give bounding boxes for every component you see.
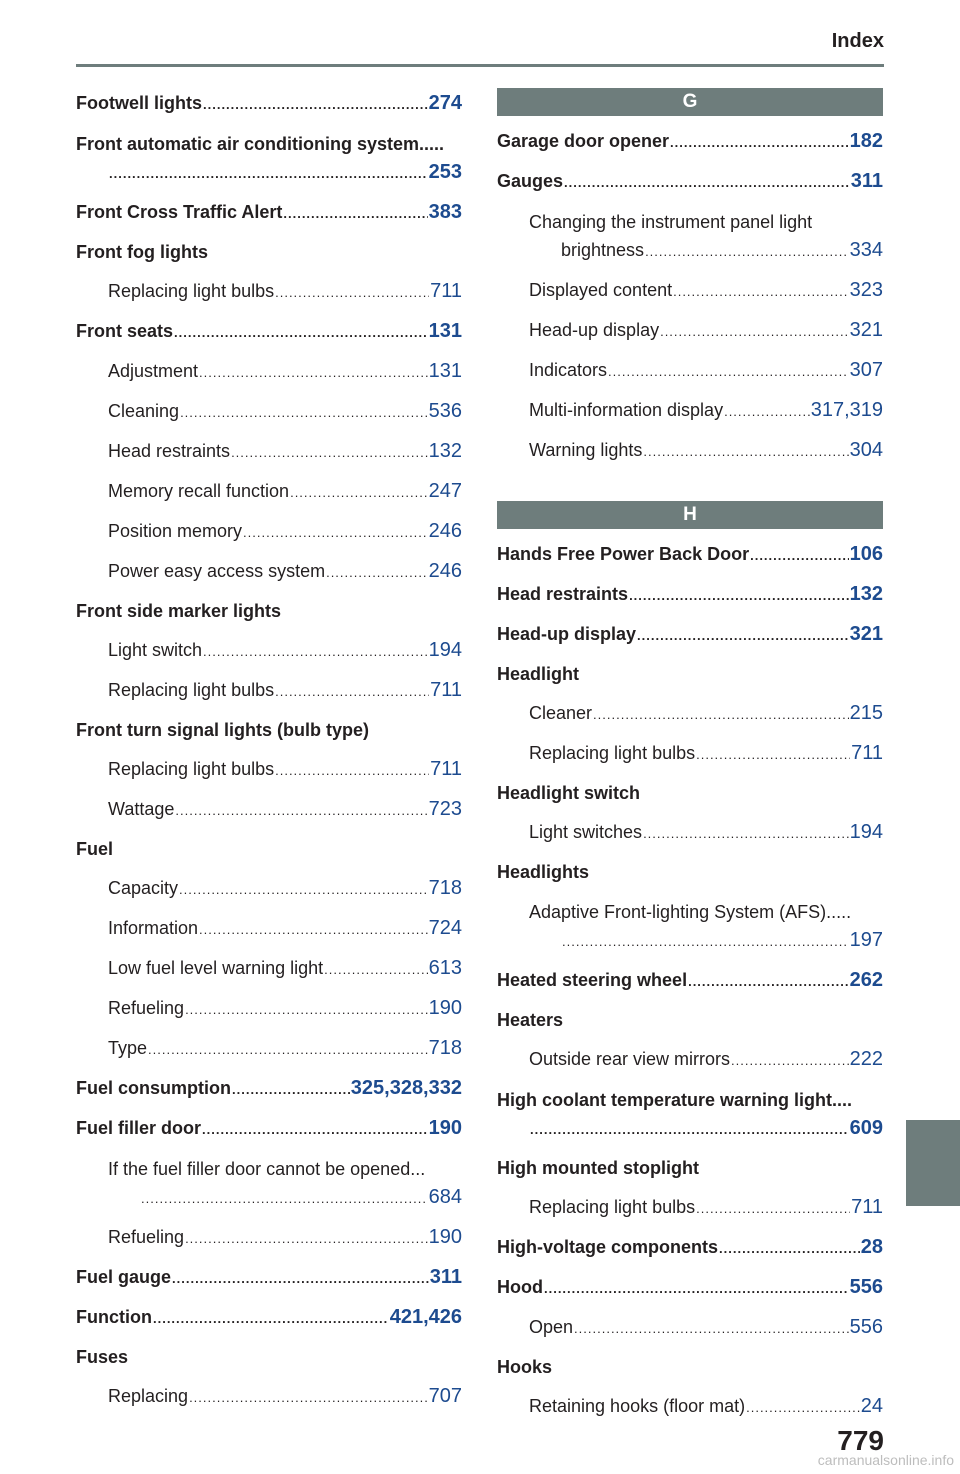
page-reference-link[interactable]: 311 xyxy=(850,170,883,192)
entry-label: Changing the instrument panel light xyxy=(529,212,813,232)
leader-dots xyxy=(731,1041,849,1080)
leader-dots xyxy=(530,1116,849,1144)
index-entry xyxy=(76,1338,462,1377)
entry-label: Heated steering wheel xyxy=(497,970,688,990)
leader-dots xyxy=(608,352,849,391)
leader-dots xyxy=(243,513,428,552)
index-entry xyxy=(76,830,462,869)
entry-label: High-voltage components xyxy=(497,1237,719,1257)
index-entry xyxy=(497,1149,883,1188)
entry-label: Light switch xyxy=(108,640,203,660)
entry-label: High coolant temperature warning light.... xyxy=(497,1090,853,1110)
entry-label: Front seats xyxy=(76,321,174,341)
page-reference-link[interactable]: 723 xyxy=(428,798,462,820)
leader-dots xyxy=(109,160,428,188)
index-entry[interactable] xyxy=(497,202,883,271)
index-subentry[interactable] xyxy=(76,671,462,711)
header-divider xyxy=(76,64,884,67)
entry-label: Cleaning xyxy=(108,401,180,421)
entry-label: Type xyxy=(108,1038,148,1058)
entry-label: Fuses xyxy=(76,1347,129,1367)
index-entry[interactable] xyxy=(497,122,883,162)
leader-dots xyxy=(645,238,849,266)
entry-label: Head restraints xyxy=(497,584,629,604)
leader-dots xyxy=(202,1110,428,1149)
page-reference-link[interactable]: 194 xyxy=(428,639,462,661)
leader-dots xyxy=(660,312,849,351)
leader-dots xyxy=(562,928,849,956)
entry-label: Head restraints xyxy=(108,441,231,461)
entry-label: Fuel consumption xyxy=(76,1078,231,1098)
leader-dots xyxy=(153,1299,389,1338)
leader-dots xyxy=(203,85,428,124)
entry-label: Replacing light bulbs xyxy=(529,743,696,763)
index-entry[interactable] xyxy=(76,84,462,124)
index-entry[interactable] xyxy=(76,312,462,352)
page-reference-link[interactable]: 190 xyxy=(428,1117,462,1139)
leader-dots xyxy=(593,695,849,734)
leader-dots xyxy=(275,672,429,711)
leader-dots xyxy=(629,576,849,615)
index-subentry[interactable] xyxy=(497,1387,883,1427)
page-reference-link[interactable]: 246 xyxy=(428,520,462,542)
index-subentry[interactable] xyxy=(497,813,883,853)
entry-label: Indicators xyxy=(529,360,608,380)
leader-dots xyxy=(231,433,428,472)
entry-continuation xyxy=(529,926,883,956)
entry-label: Multi-information display xyxy=(529,400,724,420)
section-tab xyxy=(906,1120,960,1206)
page-reference-link[interactable]: 718 xyxy=(428,877,462,899)
page-reference-link[interactable]: 317,319 xyxy=(810,399,883,421)
entry-label: Refueling xyxy=(108,1227,185,1247)
entry-label: Fuel gauge xyxy=(76,1267,172,1287)
index-entry[interactable] xyxy=(497,1228,883,1268)
entry-label: Front fog lights xyxy=(76,242,208,262)
page-reference-link[interactable]: 215 xyxy=(849,702,883,724)
index-subentry[interactable] xyxy=(76,949,462,989)
index-subentry[interactable] xyxy=(76,432,462,472)
page-reference-link[interactable]: 383 xyxy=(428,201,462,223)
index-subentry[interactable] xyxy=(497,734,883,774)
section-spacer xyxy=(497,471,883,497)
entry-continuation xyxy=(497,1114,883,1144)
page-reference-link[interactable]: 711 xyxy=(851,742,883,764)
index-subentry[interactable] xyxy=(76,1377,462,1417)
page-reference-link[interactable]: 609 xyxy=(849,1117,883,1139)
entry-label: Displayed content xyxy=(529,280,673,300)
entry-label: Front Cross Traffic Alert xyxy=(76,202,283,222)
page-reference-link[interactable]: 307 xyxy=(849,359,883,381)
leader-dots xyxy=(643,814,849,853)
entry-continuation xyxy=(529,236,883,266)
page-reference-link[interactable]: 182 xyxy=(849,130,883,152)
leader-dots xyxy=(746,1388,860,1427)
leader-dots xyxy=(574,1309,849,1348)
index-subentry[interactable] xyxy=(497,391,883,431)
index-entry[interactable] xyxy=(76,124,462,193)
index-subentry[interactable] xyxy=(76,909,462,949)
entry-label: Headlight xyxy=(497,664,580,684)
entry-label: Replacing light bulbs xyxy=(108,281,275,301)
entry-label: Adjustment xyxy=(108,361,199,381)
index-subentry[interactable] xyxy=(76,790,462,830)
page-reference-link[interactable]: 707 xyxy=(428,1385,462,1407)
index-subentry[interactable] xyxy=(497,311,883,351)
index-entry[interactable] xyxy=(497,892,883,961)
leader-dots xyxy=(175,791,427,830)
index-subentry[interactable] xyxy=(497,1188,883,1228)
index-entry xyxy=(76,711,462,750)
entry-label: High mounted stoplight xyxy=(497,1158,699,1178)
index-entry xyxy=(497,1001,883,1040)
index-column-left xyxy=(76,84,462,1417)
entry-label: Retaining hooks (floor mat) xyxy=(529,1396,746,1416)
index-entry[interactable] xyxy=(497,535,883,575)
entry-label: Garage door opener xyxy=(497,131,670,151)
page-reference-link[interactable]: 613 xyxy=(428,957,462,979)
entry-label: Adaptive Front-lighting System (AFS)..... xyxy=(529,902,852,922)
entry-label: Heaters xyxy=(497,1010,564,1030)
page-reference-link[interactable]: 311 xyxy=(429,1266,462,1288)
leader-dots xyxy=(290,473,428,512)
entry-label: Warning lights xyxy=(529,440,643,460)
entry-label: Hooks xyxy=(497,1357,553,1377)
leader-dots xyxy=(696,735,850,774)
index-entry[interactable] xyxy=(497,615,883,655)
page-reference-link[interactable]: 190 xyxy=(428,997,462,1019)
page-reference-link[interactable]: 711 xyxy=(851,1196,883,1218)
index-subentry[interactable] xyxy=(497,271,883,311)
page-reference-link[interactable]: 304 xyxy=(849,439,883,461)
entry-label: If the fuel filler door cannot be opened... xyxy=(108,1159,426,1179)
leader-dots xyxy=(275,273,429,312)
index-entry[interactable] xyxy=(497,575,883,615)
index-column-right xyxy=(497,84,883,1427)
page-reference-link[interactable]: 131 xyxy=(428,320,462,342)
entry-label: Position memory xyxy=(108,521,243,541)
page-reference-link[interactable]: 197 xyxy=(849,929,883,951)
leader-dots xyxy=(203,632,428,671)
watermark: carmanualsonline.info xyxy=(817,1452,954,1468)
entry-continuation xyxy=(76,158,462,188)
leader-dots xyxy=(189,1378,428,1417)
index-subentry[interactable] xyxy=(497,431,883,471)
index-entry[interactable] xyxy=(76,1298,462,1338)
entry-label: Light switches xyxy=(529,822,643,842)
index-entry[interactable] xyxy=(497,1268,883,1308)
entry-label: Outside rear view mirrors xyxy=(529,1049,731,1069)
entry-label: Replacing light bulbs xyxy=(108,759,275,779)
page-reference-link[interactable]: 24 xyxy=(860,1395,883,1417)
entry-label: Headlights xyxy=(497,862,590,882)
entry-label: Cleaner xyxy=(529,703,593,723)
entry-label-continued: brightness xyxy=(561,240,645,260)
leader-dots xyxy=(283,194,427,233)
section-letter-header: G xyxy=(497,88,883,116)
entry-label: Front side marker lights xyxy=(76,601,282,621)
page-reference-link[interactable]: 718 xyxy=(428,1037,462,1059)
index-subentry[interactable] xyxy=(76,472,462,512)
page-reference-link[interactable]: 334 xyxy=(849,239,883,261)
entry-label: Front turn signal lights (bulb type) xyxy=(76,720,369,740)
page-reference-link[interactable]: 556 xyxy=(849,1316,883,1338)
page-reference-link[interactable]: 28 xyxy=(860,1236,883,1258)
index-entry xyxy=(76,592,462,631)
leader-dots xyxy=(179,870,428,909)
page-reference-link[interactable]: 711 xyxy=(430,758,462,780)
page-reference-link[interactable]: 321 xyxy=(849,623,883,645)
leader-dots xyxy=(172,1259,429,1298)
page-reference-link[interactable]: 724 xyxy=(428,917,462,939)
leader-dots xyxy=(185,990,428,1029)
entry-continuation xyxy=(108,1183,462,1213)
leader-dots xyxy=(174,313,428,352)
index-subentry[interactable] xyxy=(76,869,462,909)
entry-label: Footwell lights xyxy=(76,93,202,113)
index-entry xyxy=(497,655,883,694)
entry-label: Wattage xyxy=(108,799,175,819)
entry-label: Hands Free Power Back Door xyxy=(497,544,750,564)
index-entry[interactable] xyxy=(76,1258,462,1298)
entry-label: Hood xyxy=(497,1277,543,1297)
page-reference-link[interactable]: 106 xyxy=(849,543,883,565)
index-subentry[interactable] xyxy=(76,512,462,552)
entry-label: Fuel xyxy=(76,839,114,859)
index-entry xyxy=(497,853,883,892)
index-subentry[interactable] xyxy=(76,1029,462,1069)
page-reference-link[interactable]: 711 xyxy=(430,280,462,302)
index-entry[interactable] xyxy=(76,1149,462,1218)
page-reference-link[interactable]: 274 xyxy=(428,92,462,114)
index-entry[interactable] xyxy=(497,1080,883,1149)
page-reference-link[interactable]: 262 xyxy=(849,969,883,991)
entry-label: Open xyxy=(529,1317,574,1337)
page-reference-link[interactable]: 194 xyxy=(849,821,883,843)
page-header-title: Index xyxy=(831,30,884,52)
page-reference-link[interactable]: 684 xyxy=(428,1186,462,1208)
entry-label: Refueling xyxy=(108,998,185,1018)
index-subentry[interactable] xyxy=(76,1218,462,1258)
leader-dots xyxy=(148,1030,428,1069)
entry-label: Head-up display xyxy=(529,320,660,340)
page-reference-link[interactable]: 246 xyxy=(428,560,462,582)
page-reference-link[interactable]: 253 xyxy=(428,161,462,183)
leader-dots xyxy=(688,962,849,1001)
leader-dots xyxy=(275,751,429,790)
leader-dots xyxy=(724,392,810,431)
leader-dots xyxy=(185,1219,428,1258)
entry-label: Head-up display xyxy=(497,624,637,644)
leader-dots xyxy=(750,536,849,575)
index-entry[interactable] xyxy=(76,1109,462,1149)
section-letter-header: H xyxy=(497,501,883,529)
leader-dots xyxy=(180,393,428,432)
index-entry xyxy=(497,774,883,813)
entry-label: Low fuel level warning light xyxy=(108,958,324,978)
entry-label: Fuel filler door xyxy=(76,1118,202,1138)
page-reference-link[interactable]: 132 xyxy=(849,583,883,605)
index-entry xyxy=(497,1348,883,1387)
index-subentry[interactable] xyxy=(76,352,462,392)
index-subentry[interactable] xyxy=(497,1308,883,1348)
leader-dots xyxy=(670,123,849,162)
leader-dots xyxy=(199,353,428,392)
entry-label: Information xyxy=(108,918,199,938)
leader-dots xyxy=(324,950,428,989)
index-entry xyxy=(76,233,462,272)
page-reference-link[interactable]: 247 xyxy=(428,480,462,502)
entry-label: Headlight switch xyxy=(497,783,641,803)
page-reference-link[interactable]: 421,426 xyxy=(389,1306,462,1328)
leader-dots xyxy=(326,553,428,592)
leader-dots xyxy=(673,272,849,311)
index-subentry[interactable] xyxy=(76,989,462,1029)
leader-dots xyxy=(199,910,428,949)
entry-label: Replacing light bulbs xyxy=(529,1197,696,1217)
entry-label: Replacing xyxy=(108,1386,189,1406)
index-subentry[interactable] xyxy=(497,1040,883,1080)
index-subentry[interactable] xyxy=(76,272,462,312)
leader-dots xyxy=(141,1185,428,1213)
leader-dots xyxy=(637,616,849,655)
entry-label: Front automatic air conditioning system..... xyxy=(76,134,445,154)
page-number: 779 xyxy=(837,1425,884,1456)
entry-label: Capacity xyxy=(108,878,179,898)
index-subentry[interactable] xyxy=(76,631,462,671)
leader-dots xyxy=(232,1070,350,1109)
page-reference-link[interactable]: 190 xyxy=(428,1226,462,1248)
leader-dots xyxy=(564,163,850,202)
page-reference-link[interactable]: 323 xyxy=(849,279,883,301)
index-subentry[interactable] xyxy=(76,552,462,592)
index-subentry[interactable] xyxy=(497,351,883,391)
index-entry[interactable] xyxy=(76,193,462,233)
entry-label: Memory recall function xyxy=(108,481,290,501)
entry-label: Gauges xyxy=(497,171,564,191)
page-reference-link[interactable]: 132 xyxy=(428,440,462,462)
index-subentry[interactable] xyxy=(76,750,462,790)
entry-label: Replacing light bulbs xyxy=(108,680,275,700)
leader-dots xyxy=(643,432,848,471)
index-subentry[interactable] xyxy=(497,694,883,734)
page-reference-link[interactable]: 131 xyxy=(428,360,462,382)
leader-dots xyxy=(696,1189,850,1228)
index-entry[interactable] xyxy=(76,1069,462,1109)
leader-dots xyxy=(544,1269,849,1308)
page-reference-link[interactable]: 222 xyxy=(849,1048,883,1070)
entry-label: Power easy access system xyxy=(108,561,326,581)
index-subentry[interactable] xyxy=(76,392,462,432)
page-reference-link[interactable]: 556 xyxy=(849,1276,883,1298)
page-reference-link[interactable]: 536 xyxy=(428,400,462,422)
page-reference-link[interactable]: 325,328,332 xyxy=(350,1077,462,1099)
leader-dots xyxy=(719,1229,860,1268)
page-reference-link[interactable]: 711 xyxy=(430,679,462,701)
index-entry[interactable] xyxy=(497,961,883,1001)
entry-label: Function xyxy=(76,1307,152,1327)
index-entry[interactable] xyxy=(497,162,883,202)
page-reference-link[interactable]: 321 xyxy=(849,319,883,341)
